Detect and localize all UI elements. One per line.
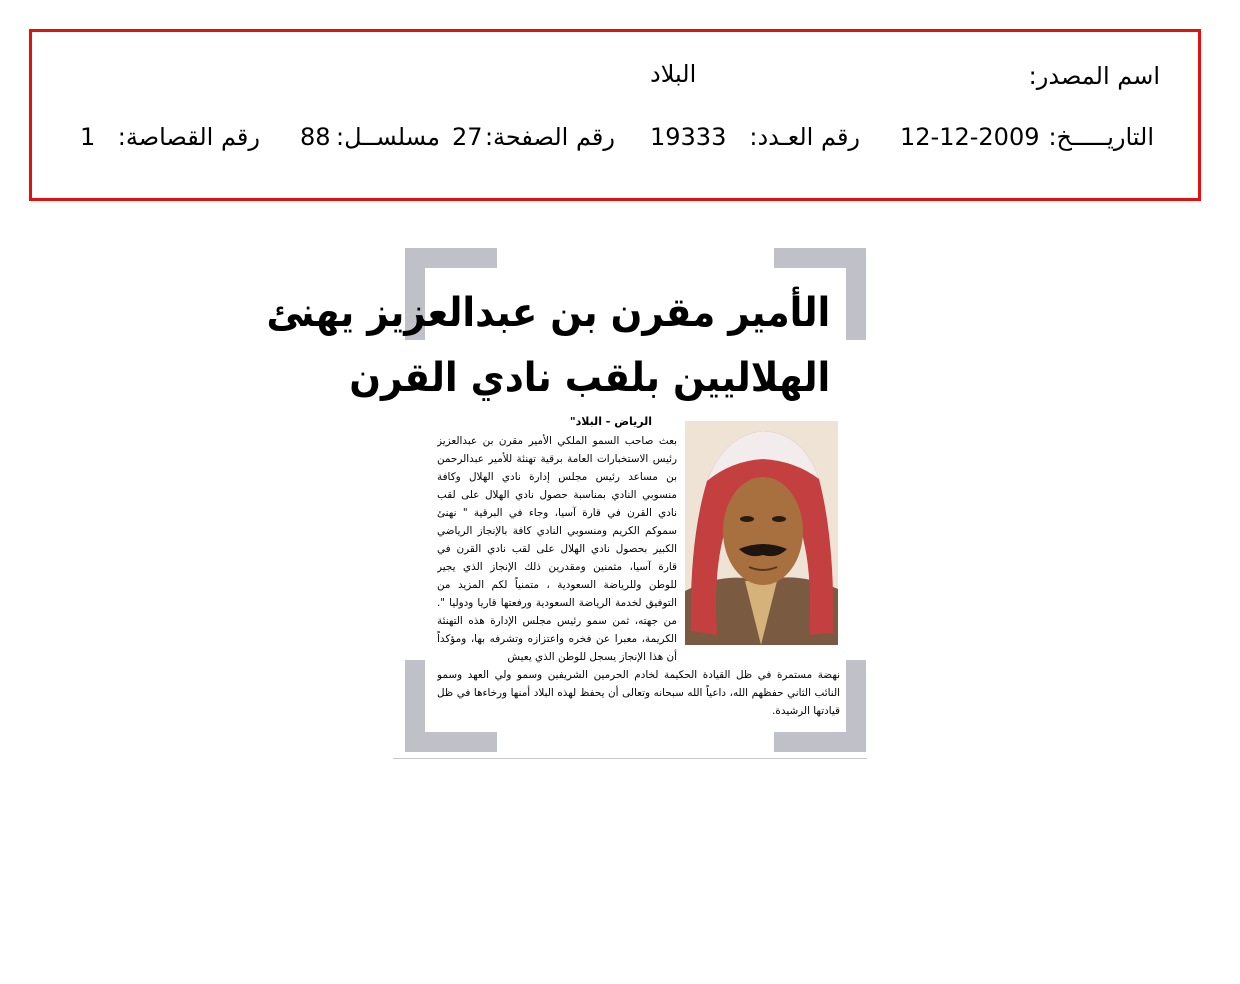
metadata-box	[29, 29, 1201, 201]
corner-bottom-left-v	[405, 660, 425, 752]
article-body-full: نهضة مستمرة في ظل القيادة الحكيمة لخادم الحرمين الشريفين وسمو ولي العهد وسمو النائب الثاني حفظهم الله، داعياً الله سبحانه وتعالى أن يحفظ لهذه البلاد أمنها ورخاءها في ظل قيادتها الرشيدة.	[437, 669, 840, 717]
portrait-photo	[685, 421, 838, 645]
clipping-bottom-rule	[393, 758, 867, 759]
clip-value: 1	[80, 123, 96, 151]
page-label: رقم الصفحة:	[484, 123, 615, 151]
issue-value: 19333	[650, 123, 727, 151]
headline-line-2: الهلاليين بلقب نادي القرن	[349, 355, 831, 401]
portrait-illustration	[685, 421, 838, 645]
corner-bottom-right-v	[846, 660, 866, 752]
date-label: التاريـــــخ:	[1048, 123, 1154, 151]
page-value: 27	[452, 123, 483, 151]
article-dateline: الرياض - البلاد"	[569, 415, 652, 428]
article-body-column: بعث صاحب السمو الملكي الأمير مقرن بن عبدالعزيز رئيس الاستخبارات العامة برقية تهنئة للأمير عبدالرحمن بن مساعد رئيس مجلس إدارة نادي الهلال وكافة منسوبي النادي بمناسبة حصول نادي الهلال على لقب نادي القرن في قارة آسيا، وجاء في البرقية " نهنئ سموكم الكريم ومنسوبي النادي كافة بالإنجاز الرياضي الكبير بحصول نادي الهلال على لقب نادي القرن في قارة آسيا، مثمنين ومقدرين ذلك الإنجاز الذي يجير للوطن وللرياضة السعودية ، متمنياً لكم المزيد من التوفيق لخدمة الرياضة السعودية ورفعتها قاريا ودوليا ". من جهته، ثمن سمو رئيس مجلس الإدارة هذه التهنئة الكريمة، معبرا عن فخره واعتزازه وتشرفه بها، ومؤكداً أن هذا الإنجاز يسجل للوطن الذي يعيش	[437, 435, 677, 663]
date-value: 12-12-2009	[900, 123, 1040, 151]
serial-value: 88	[300, 123, 331, 151]
source-label: اسم المصدر:	[1028, 62, 1160, 90]
serial-label: مسلســل:	[336, 123, 440, 151]
issue-label: رقم العـدد:	[749, 123, 860, 151]
corner-top-right-v	[846, 248, 866, 340]
clip-label: رقم القصاصة:	[117, 123, 260, 151]
source-value: البلاد	[650, 60, 697, 88]
headline-line-1: الأمير مقرن بن عبدالعزيز يهنئ	[266, 290, 831, 336]
